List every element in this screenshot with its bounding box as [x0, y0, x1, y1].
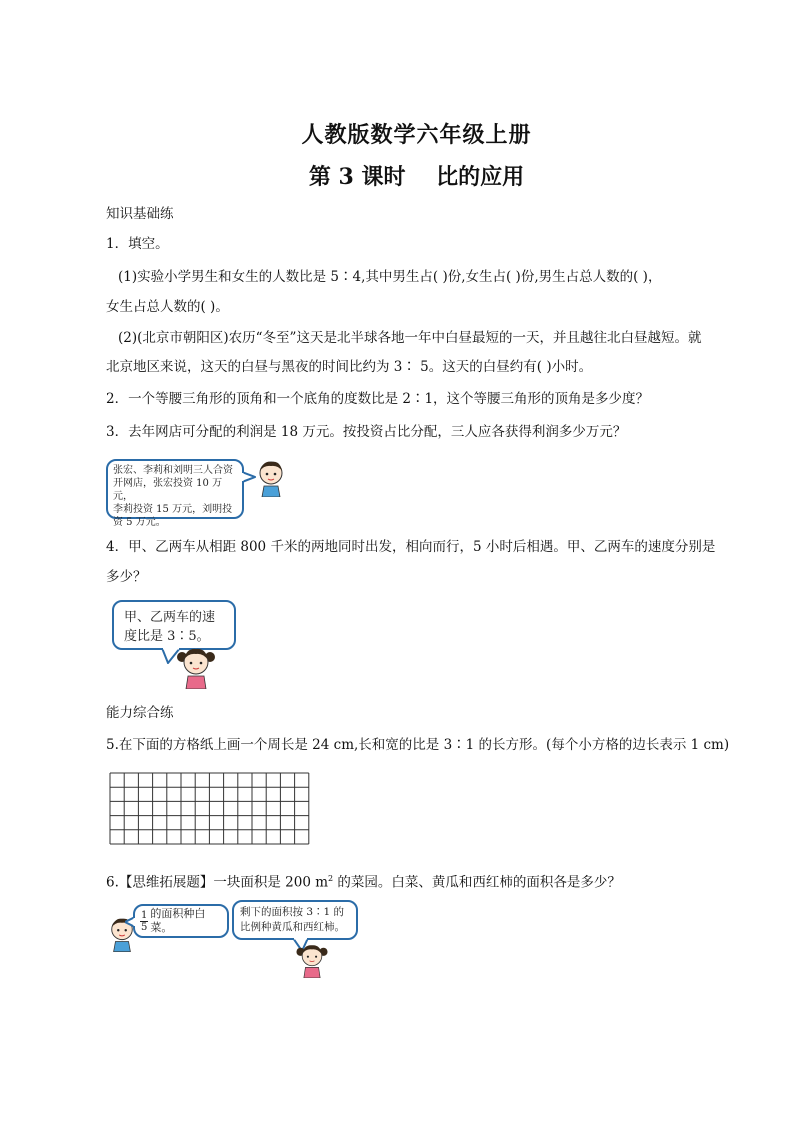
boy-avatar-icon	[256, 459, 286, 497]
q6-bubble1-text: 的面积种白菜。	[150, 907, 206, 934]
q3-speech-bubble	[106, 459, 244, 528]
q4-speech-bubble	[112, 600, 236, 650]
q6-text-prefix: 6.【思维拓展题】一块面积是 200 m	[106, 874, 329, 891]
q3-bubble-line: 资 5 万元。	[113, 517, 166, 528]
q4-bubble-line: 甲、乙两车的速	[124, 610, 216, 625]
q5-text: 5.在下面的方格纸上画一个周长是 24 cm,长和宽的比是 3∶1 的长方形。(每个小方格的边长表示 1 cm)	[106, 737, 730, 753]
q6-bubble2-line: 剩下的面积按 3∶1 的	[240, 906, 345, 918]
q1-part1-line2: 女生占总人数的( )。	[106, 299, 229, 315]
q4-text-line2: 多少？	[106, 569, 147, 585]
grid-paper[interactable]	[109, 772, 310, 845]
section-basic-label: 知识基础练	[106, 206, 174, 222]
q6-text	[106, 870, 621, 892]
grid-paper-svg[interactable]	[109, 772, 310, 845]
q1-label: 1．填空。	[106, 236, 169, 252]
girl-avatar-icon	[295, 942, 329, 978]
girl-avatar-icon	[176, 645, 216, 689]
q3-text: 3．去年网店可分配的利润是 18 万元。按投资占比分配，三人应各获得利润多少万元？	[106, 424, 627, 440]
q1-part2-line1: (2)(北京市朝阳区)农历“冬至”这天是北半球各地一年中白昼最短的一天，并且越往北白昼越短。就	[118, 330, 702, 346]
q6-fraction	[140, 910, 148, 933]
q4-bubble-line: 度比是 3∶5。	[124, 629, 210, 644]
q6-bubble2-line: 比例种黄瓜和西红柿。	[240, 921, 345, 933]
q2-text: 2．一个等腰三角形的顶角和一个底角的度数比是 2∶1，这个等腰三角形的顶角是多少度？	[106, 391, 650, 407]
q6-speech-bubble-2	[232, 900, 358, 940]
q4-text-line1: 4．甲、乙两车从相距 800 千米的两地同时出发，相向而行，5 小时后相遇。甲、乙两车的速度分别是	[106, 539, 716, 555]
section-advanced-label: 能力综合练	[106, 705, 174, 721]
q6-area-superscript: 2	[328, 874, 334, 883]
q6-fraction-numerator: 1	[141, 909, 148, 921]
q1-part1-line1: (1)实验小学男生和女生的人数比是 5∶4,其中男生占( )份,女生占( )份,男生占总人数的( )，	[118, 269, 662, 285]
q3-bubble-line: 李莉投资 15 万元，刘明投	[113, 504, 233, 515]
q3-bubble-tail	[242, 470, 256, 484]
q6-fraction-denominator: 5	[141, 921, 148, 933]
q3-bubble-line: 张宏、李莉和刘明三人合资	[113, 465, 233, 476]
lesson-title: 第 3 课时 比的应用	[308, 164, 525, 190]
q6-text-suffix: 的菜园。白菜、黄瓜和西红柿的面积各是多少？	[333, 874, 621, 891]
q3-bubble-line: 开网店，张宏投资 10 万元，	[113, 478, 223, 502]
q1-part2-line2: 北京地区来说，这天的白昼与黑夜的时间比约为 3∶ 5。这天的白昼约有( )小时。	[106, 359, 593, 375]
page-title: 人教版数学六年级上册	[301, 122, 532, 148]
q6-bubble1-tail	[125, 916, 135, 928]
q6-speech-bubble-1	[133, 904, 229, 938]
